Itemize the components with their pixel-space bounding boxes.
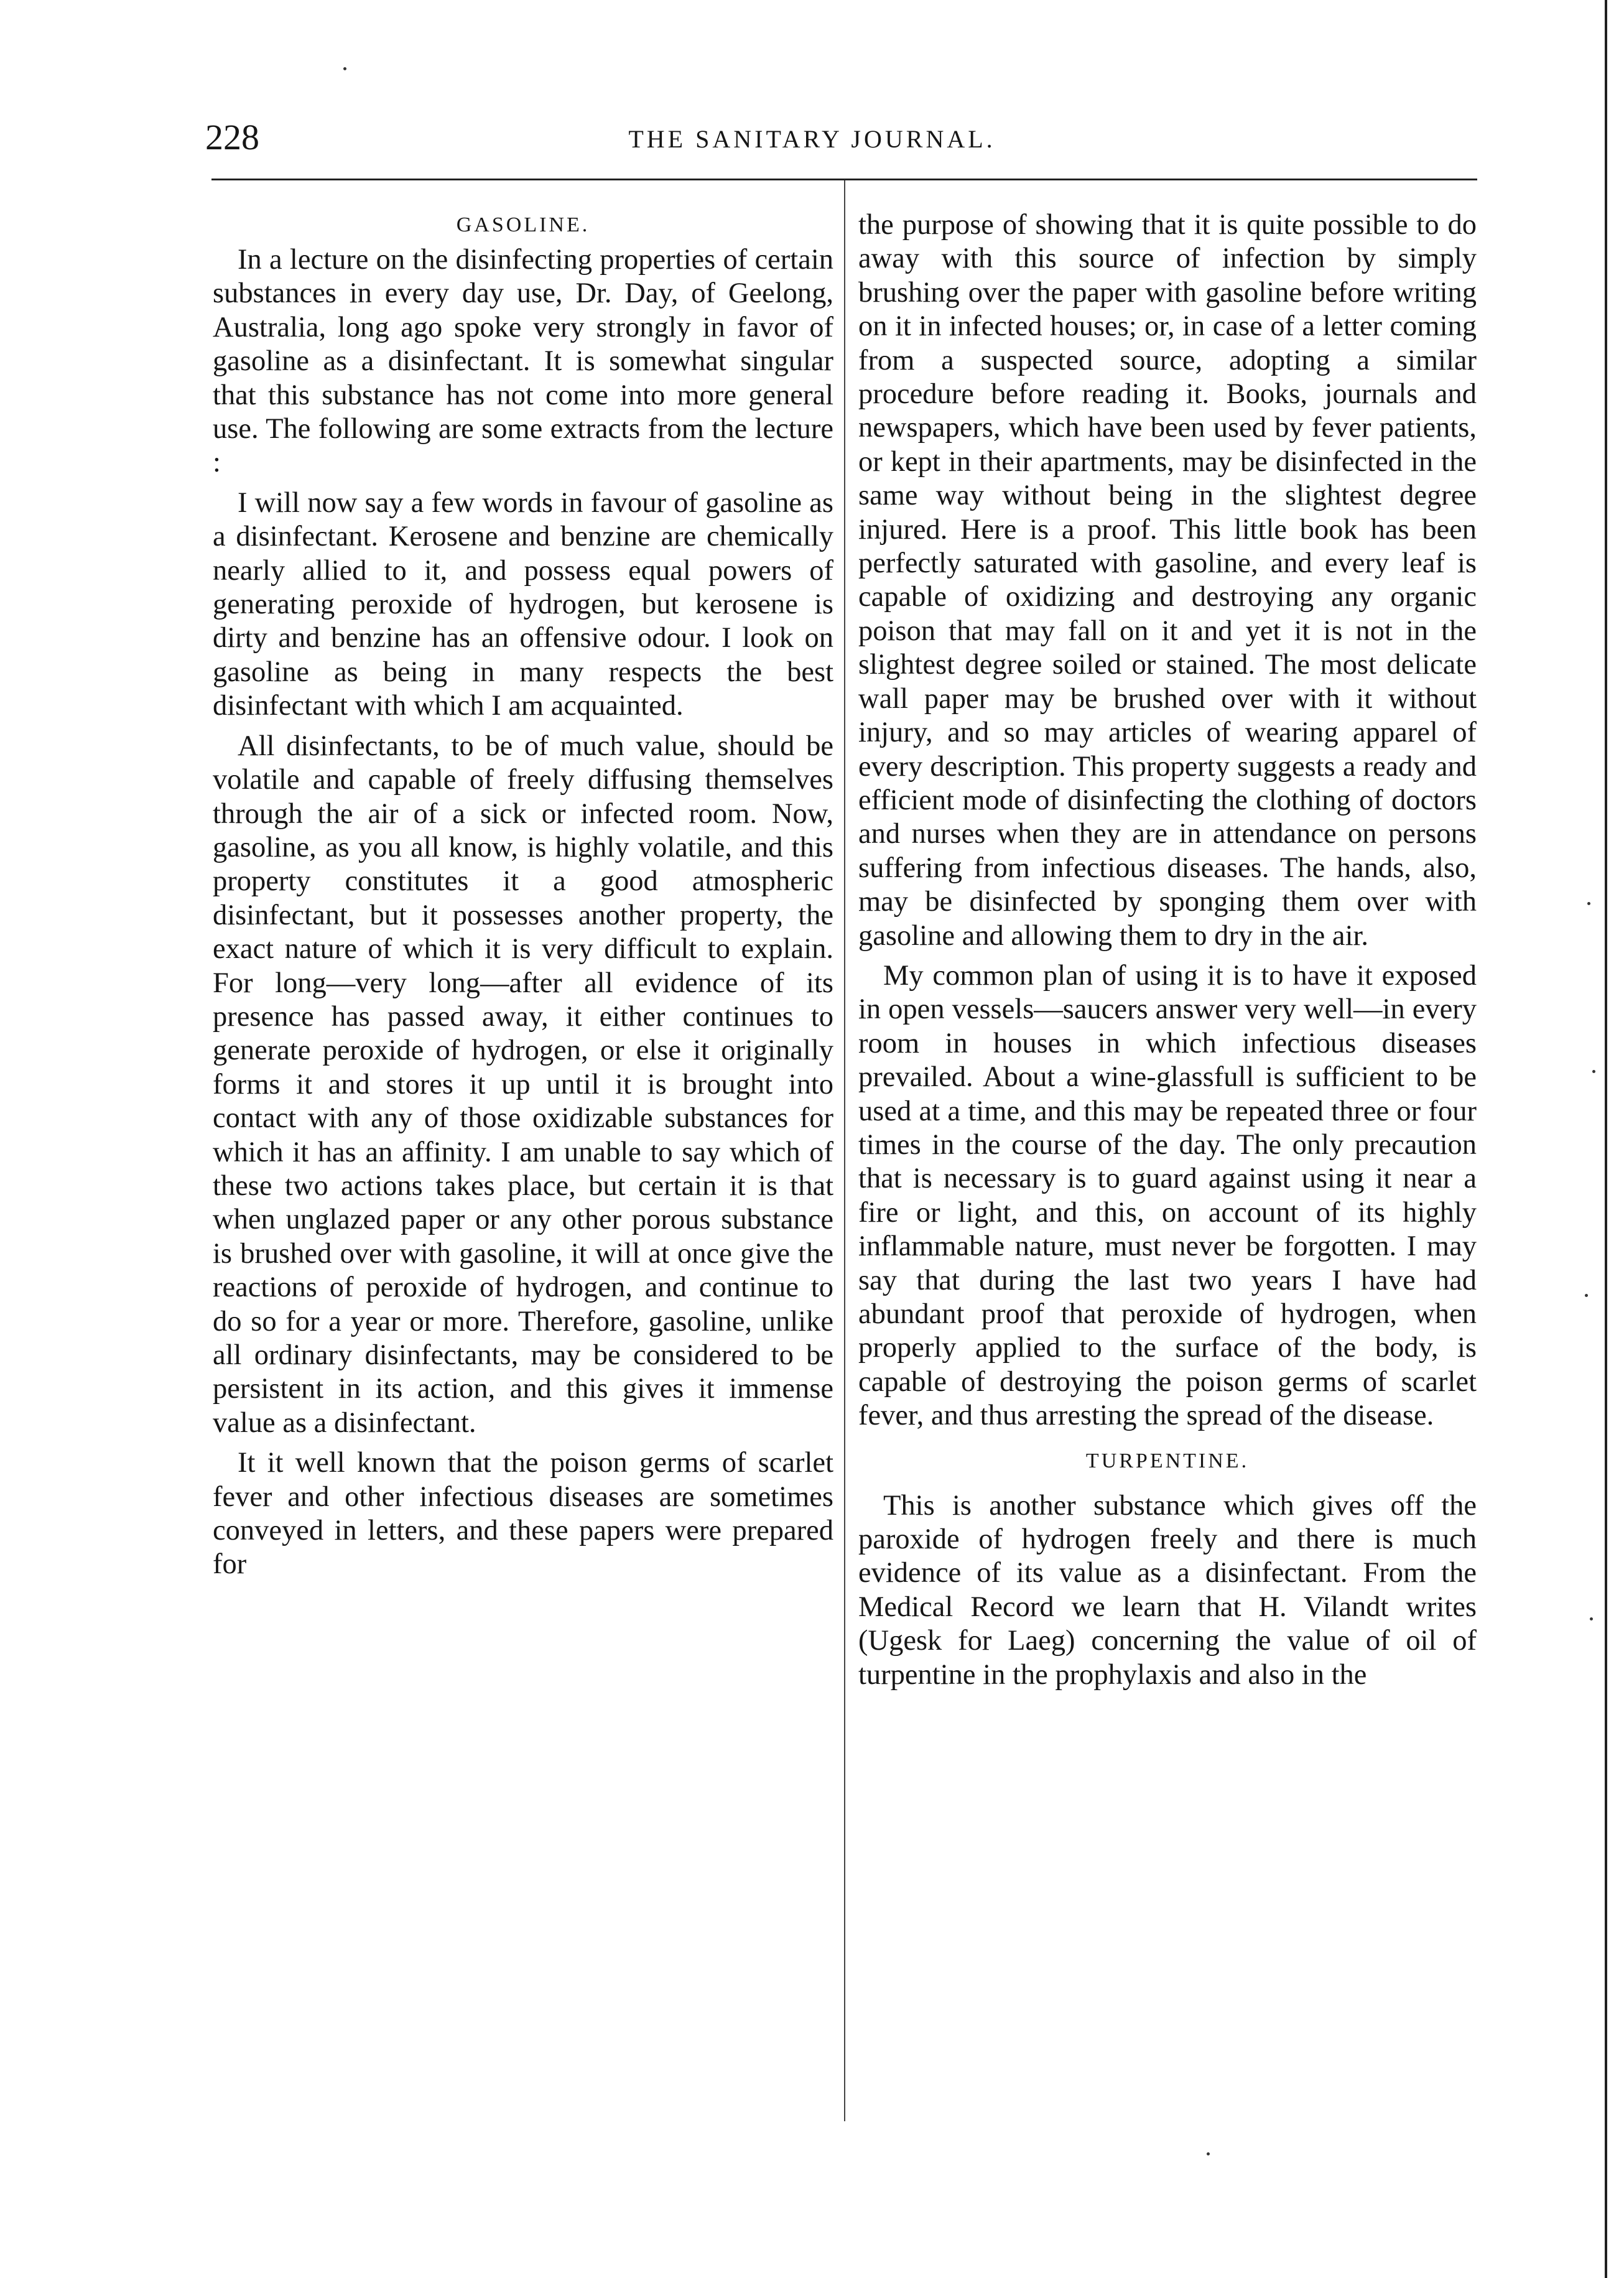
left-column xyxy=(213,208,833,1582)
page-number: 228 xyxy=(205,117,259,157)
scan-speck xyxy=(343,67,346,70)
paragraph: All disinfectants, to be of much value, should be volatile and capable of freely diffusing themselves through the air of a sick or infected room. Now, gasoline, as you all know, is highly volatile, and this property constitutes it a good atmospheric disinfectant, but it possesses another property, the exact nature of which it is very difficult to explain. For long—very long—after all evidence of its presence has passed away, it either continues to generate peroxide of hydrogen, or else it originally forms it and stores it up until it is brought into contact with any of those oxidizable substances for which it has an affinity. I am unable to say which of these two actions takes place, but certain it is that when unglazed paper or any other porous substance is brushed over with gasoline, it will at once give the reactions of peroxide of hydrogen, and continue to do so for a year or more. Therefore, gasoline, unlike all ordinary disinfectants, may be considered to be persistent in its action, and this gives it immense value as a disinfectant. xyxy=(213,730,833,1439)
scan-speck xyxy=(1585,1294,1588,1297)
scan-speck xyxy=(1587,902,1590,905)
paragraph: In a lecture on the disinfecting properties of certain substances in every day use, Dr. Day, of Geelong, Australia, long ago spoke very strongly in favor of gasoline as a disinfectant. It is somewhat singular that this substance has not come into more general use. The following are some extracts from the lecture : xyxy=(213,244,833,479)
column-divider xyxy=(844,180,845,2121)
section-heading-turpentine: TURPENTINE. xyxy=(1085,1449,1250,1472)
running-head: THE SANITARY JOURNAL. xyxy=(628,125,996,153)
scan-speck xyxy=(1590,1617,1593,1620)
paragraph: It it well known that the poison germs of scarlet fever and other infectious diseases are sometimes conveyed in letters, and these papers were prepared for xyxy=(213,1447,833,1581)
right-column xyxy=(858,208,1477,1692)
paragraph: My common plan of using it is to have it exposed in open vessels—saucers answer very well—in every room in houses in which infectious diseases prevailed. About a wine-glassfull is sufficient to be used at a time, and this may be repeated three or four times in the course of the day. The only precaution that is necessary is to guard against using it near a fire or light, and this, on account of its highly inflammable nature, must never be forgotten. I may say that during the last two years I have had abundant proof that peroxide of hydrogen, when properly applied to the surface of the body, is capable of destroying the poison germs of scarlet fever, and thus arresting the spread of the disease. xyxy=(858,959,1477,1432)
scan-edge-line xyxy=(1605,0,1607,2278)
section-heading-gasoline: GASOLINE. xyxy=(456,213,590,236)
scan-speck xyxy=(1207,2152,1210,2155)
paragraph: the purpose of showing that it is quite possible to do away with this source of infection by simply brushing over the paper with gasoline before writing on it in infected houses; or, in case of a letter coming from a suspected source, adopting a similar procedure before reading it. Books, journals and newspapers, which have been used by fever patients, or kept in their apartments, may be disinfected in the same way without being in the slightest degree injured. Here is a proof. This little book has been perfectly saturated with gasoline, and every leaf is capable of oxidizing and destroying any organic poison that may fall on it and yet it is not in the slightest degree soiled or stained. The most delicate wall paper may be brushed over with it without injury, and so may articles of wearing apparel of every description. This property suggests a ready and efficient mode of disinfecting the clothing of doctors and nurses when they are in attendance on persons suffering from infectious diseases. The hands, also, may be disinfected by sponging them over with gasoline and allowing them to dry in the air. xyxy=(858,209,1477,952)
paragraph: I will now say a few words in favour of gasoline as a disinfectant. Kerosene and benzine are chemically nearly allied to it, and possess equal powers of generating peroxide of hydrogen, but kerosene is dirty and benzine has an offensive odour. I look on gasoline as being in many respects the best disinfectant with which I am acquainted. xyxy=(213,486,833,722)
scan-speck xyxy=(1592,1070,1595,1073)
paragraph: This is another substance which gives off the paroxide of hydrogen freely and there is much evidence of its value as a disinfectant. From the Medical Record we learn that H. Vilandt writes (Ugesk for Laeg) concerning the value of oil of turpentine in the prophylaxis and also in the xyxy=(858,1489,1477,1691)
